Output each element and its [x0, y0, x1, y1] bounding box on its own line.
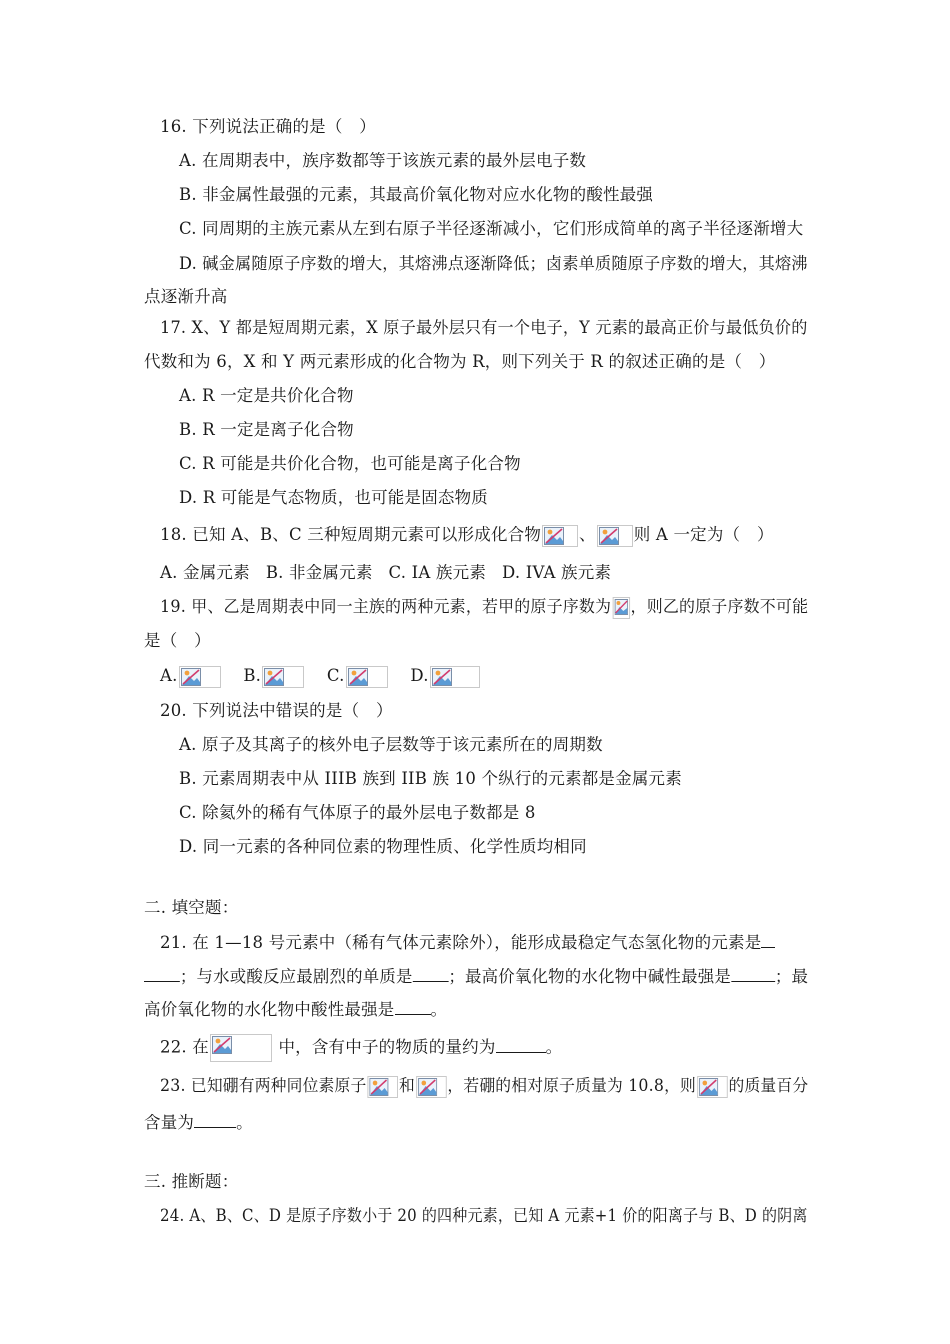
question-20-option-b: B. 元素周期表中从 IIIB 族到 IIB 族 10 个纵行的元素都是金属元素 [179, 769, 682, 788]
question-16-option-b: B. 非金属性最强的元素，其最高价氧化物对应水化物的酸性最强 [179, 185, 654, 204]
question-21-text-2b: ；最高价氧化物的水化物中碱性最强是 [448, 967, 732, 986]
question-19-option-a: A. [160, 666, 178, 685]
answer-blank [395, 998, 431, 1015]
question-17-stem-cont: 代数和为 6，X 和 Y 两元素形成的化合物为 R，则下列关于 R 的叙述正确的是（ ） [144, 352, 776, 371]
formula-image-icon [612, 597, 629, 619]
question-24-line-1: 24. A、B、C、D 是原子序数小于 20 的四种元素，已知 A 元素+1 价的阳离子与 B、D 的阴离 [160, 1206, 808, 1225]
question-22-text-mid: 中，含有中子的物质的量约为 [278, 1037, 496, 1057]
question-21-text-2c: ；最 [774, 967, 809, 986]
question-20-option-c: C. 除氦外的稀有气体原子的最外层电子数都是 8 [179, 803, 536, 822]
question-18-options [160, 562, 627, 584]
question-16-option-c: C. 同周期的主族元素从左到右原子半径逐渐减小，它们形成简单的离子半径逐渐增大 [179, 219, 804, 238]
question-21-line-3 [144, 998, 447, 1021]
section-3-heading: 三. 推断题： [144, 1172, 239, 1191]
question-21-text-3a: 高价氧化物的水化物中酸性最强是 [144, 1000, 395, 1019]
question-16-stem: 16. 下列说法正确的是（ ） [160, 117, 376, 136]
question-19-option-c: C. [326, 666, 345, 685]
question-18-text-pre: 18. 已知 A、B、C 三种短周期元素可以形成化合物 [160, 525, 542, 544]
answer-blank [413, 965, 449, 982]
question-17-stem: 17. X、Y 都是短周期元素，X 原子最外层只有一个电子，Y 元素的最高正价与最低负价的 [160, 318, 808, 337]
question-23-text-pre: 23. 已知硼有两种同位素原子 [160, 1076, 367, 1095]
question-18-stem [160, 524, 774, 547]
question-16-option-a: A. 在周期表中，族序数都等于该族元素的最外层电子数 [179, 151, 587, 170]
question-21-text-1: 21. 在 1—18 号元素中（稀有气体元素除外），能形成最稳定气态氢化物的元素是 [160, 933, 762, 952]
question-17-option-c: C. R 可能是共价化合物，也可能是离子化合物 [179, 454, 521, 473]
formula-image-icon [597, 525, 633, 547]
question-21-line-2 [144, 965, 808, 988]
question-17-option-b: B. R 一定是离子化合物 [179, 420, 354, 439]
question-23-text-and: 和 [398, 1076, 415, 1095]
question-18-option-b: B. 非金属元素 [265, 563, 373, 582]
question-16-option-d-cont: 点逐渐升高 [144, 287, 228, 306]
question-18-option-a: A. 金属元素 [160, 563, 250, 582]
formula-image-icon [697, 1076, 728, 1098]
question-19-text-post: ，则乙的原子序数不可能 [630, 597, 809, 616]
question-21-text-2a: ；与水或酸反应最剧烈的单质是 [179, 967, 413, 986]
question-23-line-1 [160, 1075, 808, 1098]
question-17-option-a: A. R 一定是共价化合物 [179, 386, 354, 405]
question-22-text-post: 。 [545, 1037, 563, 1057]
section-2-heading: 二. 填空题： [144, 898, 239, 917]
question-18-text-post: 则 A 一定为（ ） [633, 525, 774, 544]
question-19-stem-cont: 是（ ） [144, 631, 211, 650]
question-23-text-mid: ，若硼的相对原子质量为 10.8，则 [447, 1076, 697, 1095]
question-23-line-2 [144, 1111, 253, 1134]
question-23-text-post: 的质量百分 [728, 1076, 809, 1095]
question-20-option-a: A. 原子及其离子的核外电子层数等于该元素所在的周期数 [179, 735, 603, 754]
question-18-text-mid: 、 [579, 525, 596, 544]
question-19-option-b: B. [243, 666, 262, 685]
formula-image-icon [367, 1076, 398, 1098]
question-21-line-1 [160, 931, 775, 954]
formula-image-icon [542, 525, 578, 547]
question-18-option-d: D. IVA 族元素 [502, 563, 612, 582]
formula-image-icon [210, 1034, 272, 1062]
formula-image-icon [416, 1076, 447, 1098]
formula-image-icon [262, 666, 304, 688]
formula-image-icon [346, 666, 388, 688]
question-21-text-3b: 。 [430, 1000, 448, 1019]
question-20-stem: 20. 下列说法中错误的是（ ） [160, 701, 393, 720]
answer-blank [761, 931, 775, 948]
question-19-options [160, 665, 481, 688]
question-18-option-c: C. IA 族元素 [388, 563, 487, 582]
question-19-stem [160, 596, 808, 619]
question-23-text-2b: 。 [236, 1113, 253, 1132]
question-22-text-pre: 22. 在 [160, 1037, 209, 1057]
question-19-option-d: D. [410, 666, 429, 685]
answer-blank [194, 1111, 236, 1128]
formula-image-icon [179, 666, 221, 688]
question-16-option-d: D. 碱金属随原子序数的增大，其熔沸点逐渐降低；卤素单质随原子序数的增大，其熔沸 [179, 254, 808, 273]
question-22 [160, 1034, 562, 1062]
answer-blank [731, 965, 775, 982]
formula-image-icon [430, 666, 480, 688]
answer-blank [144, 965, 180, 982]
question-17-option-d: D. R 可能是气态物质，也可能是固态物质 [179, 488, 488, 507]
answer-blank [496, 1036, 546, 1053]
question-20-option-d: D. 同一元素的各种同位素的物理性质、化学性质均相同 [179, 837, 587, 856]
question-19-text-pre: 19. 甲、乙是周期表中同一主族的两种元素，若甲的原子序数为 [160, 597, 612, 616]
question-23-text-2a: 含量为 [144, 1113, 195, 1132]
